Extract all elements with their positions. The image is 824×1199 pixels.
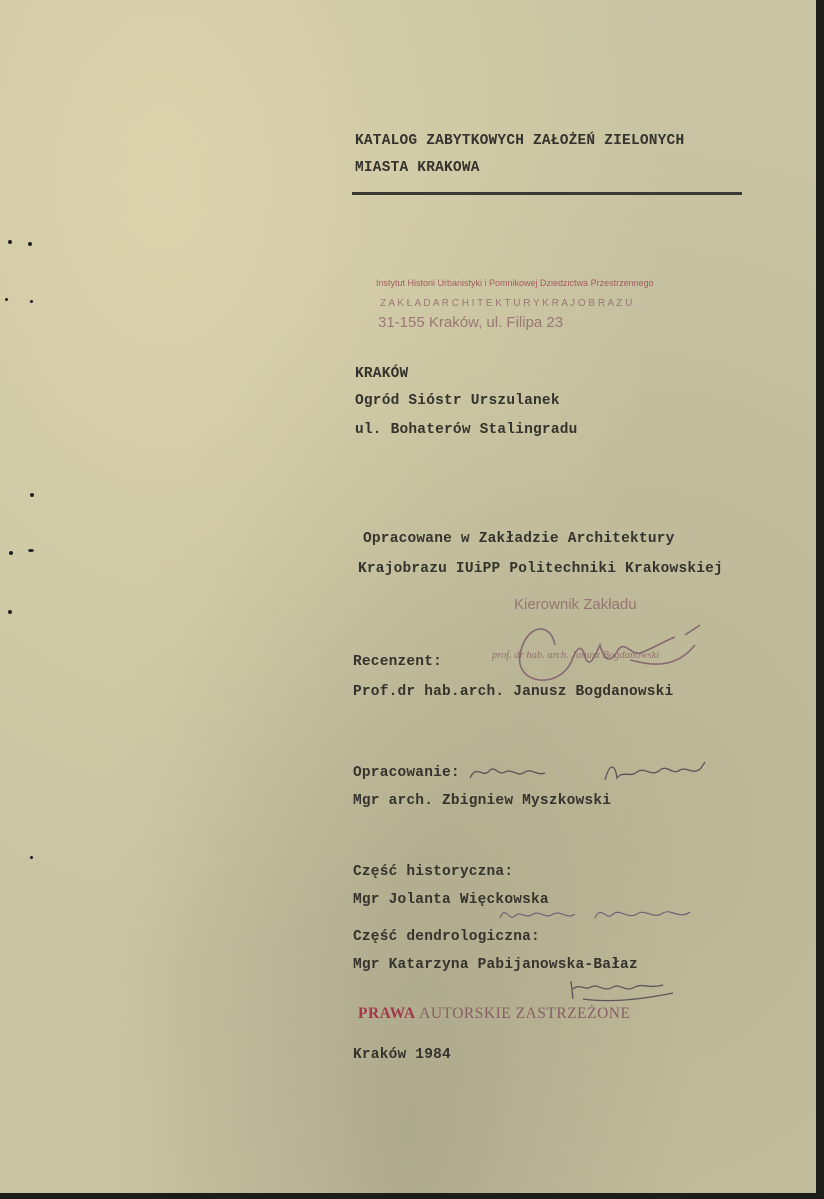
header-underline <box>352 192 742 195</box>
dendrological-label: Część dendrologiczna: <box>353 929 540 945</box>
garden-name: Ogród Sióstr Urszulanek <box>355 393 560 409</box>
head-stamp-title: Kierownik Zakładu <box>514 596 637 613</box>
institute-stamp-line1: Instytut Historii Urbanistyki i Pomnikowej Dziedzictwa Przestrzennego <box>376 278 654 288</box>
institute-stamp-line3: 31-155 Kraków, ul. Filipa 23 <box>378 314 564 331</box>
historical-label: Część historyczna: <box>353 864 514 880</box>
place-and-date: Kraków 1984 <box>353 1047 451 1063</box>
catalog-title-line2: MIASTA KRAKOWA <box>355 160 480 176</box>
reviewer-name: Prof.dr hab.arch. Janusz Bogdanowski <box>353 684 674 700</box>
historical-signature <box>495 900 705 930</box>
margin-speck <box>8 240 12 244</box>
head-stamp-name: prof. dr hab. arch. Janusz Bogdanowski <box>492 650 660 661</box>
author-label: Opracowanie: <box>353 765 460 781</box>
copyright-stamp <box>358 1005 630 1023</box>
margin-speck <box>30 856 33 859</box>
margin-speck <box>30 300 33 303</box>
head-signature <box>500 615 720 695</box>
copyright-part2: AUTORSKIE ZASTRZEŻONE <box>419 1005 631 1022</box>
margin-speck <box>28 549 34 552</box>
catalog-title-line1: KATALOG ZABYTKOWYCH ZAŁOŻEŃ ZIELONYCH <box>355 133 685 149</box>
margin-speck <box>8 610 12 614</box>
author-name: Mgr arch. Zbigniew Myszkowski <box>353 793 612 809</box>
dendrological-signature <box>563 975 683 1005</box>
city-name: KRAKÓW <box>355 366 409 382</box>
copyright-part1: PRAWA <box>358 1005 416 1022</box>
prepared-line1: Opracowane w Zakładzie Architektury <box>363 531 675 547</box>
margin-speck <box>9 551 13 555</box>
author-signature <box>465 758 725 788</box>
institute-stamp-line2: Z A K Ł A D A R C H I T E K T U R Y K R A J O B R A Z U <box>380 298 633 309</box>
garden-street: ul. Bohaterów Stalingradu <box>355 422 578 438</box>
historical-name: Mgr Jolanta Więckowska <box>353 892 549 908</box>
reviewer-label: Recenzent: <box>353 654 443 670</box>
margin-speck <box>30 493 34 497</box>
prepared-line2: Krajobrazu IUiPP Politechniki Krakowskiej <box>358 561 723 577</box>
margin-speck <box>28 242 32 246</box>
margin-speck <box>5 298 8 301</box>
dendrological-name: Mgr Katarzyna Pabijanowska-Bałaz <box>353 957 638 973</box>
